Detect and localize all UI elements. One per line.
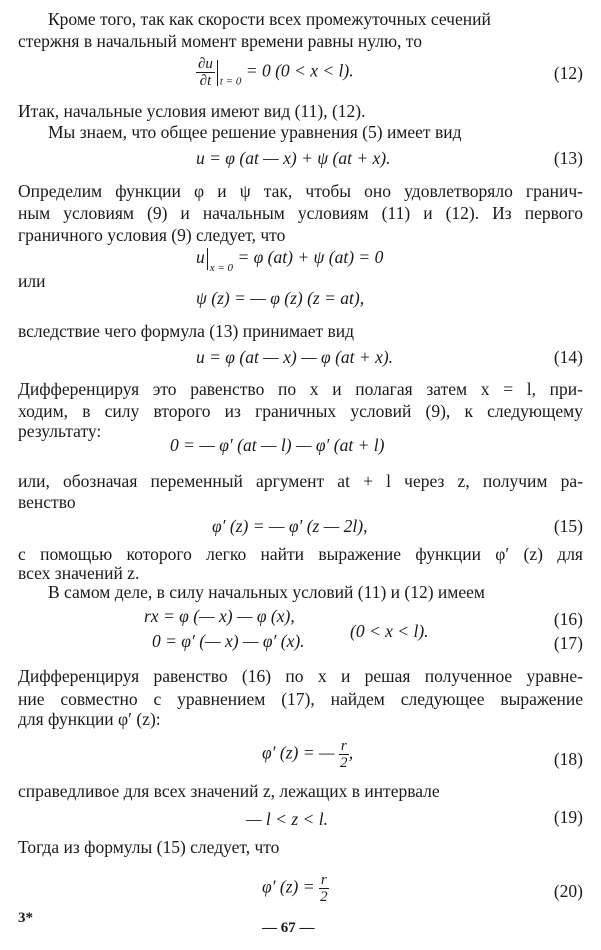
- text-line: ние совместно с уравнением (17), найдем следующее выражение: [18, 689, 583, 709]
- text-line: ным условиям (9) и начальным условиям (11) и (12). Из первого: [18, 203, 583, 223]
- eval-bar: [207, 248, 208, 270]
- equation-number: (19): [553, 807, 583, 827]
- equation-boundary: $u_{x = 0} = \varphi$ (at) + ψ (at) = 0: [196, 247, 384, 274]
- equation-psi: ψ (z) = — φ (z) (z = at),: [196, 288, 365, 308]
- equation-15: φ′ (z) = — φ′ (z — 2l),: [212, 516, 368, 536]
- equation-number: (14): [553, 347, 583, 367]
- eval-bar: [217, 60, 218, 86]
- equation-13: u = φ (at — x) + ψ (at + x).: [196, 148, 391, 168]
- equation-number: (12): [553, 63, 583, 83]
- equation-number: (20): [553, 881, 583, 901]
- text-line: Дифференцируя это равенство по x и полагая затем x = l, при-: [18, 379, 583, 399]
- text-line: Тогда из формулы (15) следует, что: [18, 837, 280, 857]
- equation-18: φ′ (z) = — $\frac{r}{2}$ ,: [262, 738, 354, 771]
- text-line: Кроме того, так как скорости всех промежуточных сечений: [48, 9, 491, 29]
- text-line: ходим, в силу второго из граничных условий (9), к следующему: [18, 401, 583, 421]
- equation-number: (13): [553, 148, 583, 168]
- text-line: с помощью которого легко найти выражение функции φ′ (z) для: [18, 544, 583, 564]
- text-line: венство: [18, 492, 76, 512]
- condition: (0 < x < l).: [350, 621, 429, 641]
- equation-19: — l < z < l.: [246, 809, 328, 829]
- eq18-fraction: $\frac{r}{2}$: [340, 738, 348, 771]
- equation-12: $\frac{\partial u}{\partial t}$ $_{t = 0}$ = 0 (0 < x < l).: [198, 56, 354, 89]
- equation-number: (18): [553, 749, 583, 769]
- text-line: Определим функции φ и ψ так, чтобы оно удовлетворяло гранич-: [18, 181, 583, 201]
- text-line: результату:: [18, 421, 102, 441]
- equation-14: u = φ (at — x) — φ (at + x).: [196, 347, 394, 367]
- text-line: Мы знаем, что общее решение уравнения (5) имеет вид: [48, 122, 462, 142]
- page-number: — 67 —: [262, 920, 315, 936]
- text-line: Дифференцируя равенство (16) по x и решая полученное уравне-: [18, 666, 583, 686]
- equation-16: rx = φ (— x) — φ (x),: [144, 606, 295, 626]
- text-line: для функции φ′ (z):: [18, 709, 161, 729]
- text-line: граничного условия (9) следует, что: [18, 225, 286, 245]
- equation-number: (15): [553, 516, 583, 536]
- signature-mark: 3*: [18, 910, 33, 926]
- text-line: Итак, начальные условия имеют вид (11), (12).: [18, 101, 366, 121]
- equation-number: (16): [553, 609, 583, 629]
- eq12-fraction: $\frac{\partial u}{\partial t}$: [198, 56, 213, 89]
- eq20-fraction: $\frac{r}{2}$: [320, 872, 328, 905]
- equation-zero: 0 = — φ′ (at — l) — φ′ (at + l): [170, 435, 385, 455]
- equation-17: 0 = φ′ (— x) — φ′ (x).: [152, 631, 305, 651]
- equation-20: φ′ (z) = $\frac{r}{2}$: [262, 872, 328, 905]
- text-line: справедливое для всех значений z, лежащих в интервале: [18, 781, 440, 801]
- text-line: всех значений z.: [18, 563, 140, 583]
- text-line: или, обозначая переменный аргумент at + l через z, получим ра-: [18, 471, 583, 491]
- equation-number: (17): [553, 633, 583, 653]
- text-line: стержня в начальный момент времени равны нулю, то: [18, 31, 422, 51]
- text-line: В самом деле, в силу начальных условий (11) и (12) имеем: [48, 582, 485, 602]
- text-line: вследствие чего формула (13) принимает вид: [18, 321, 355, 341]
- text-line: или: [18, 271, 46, 291]
